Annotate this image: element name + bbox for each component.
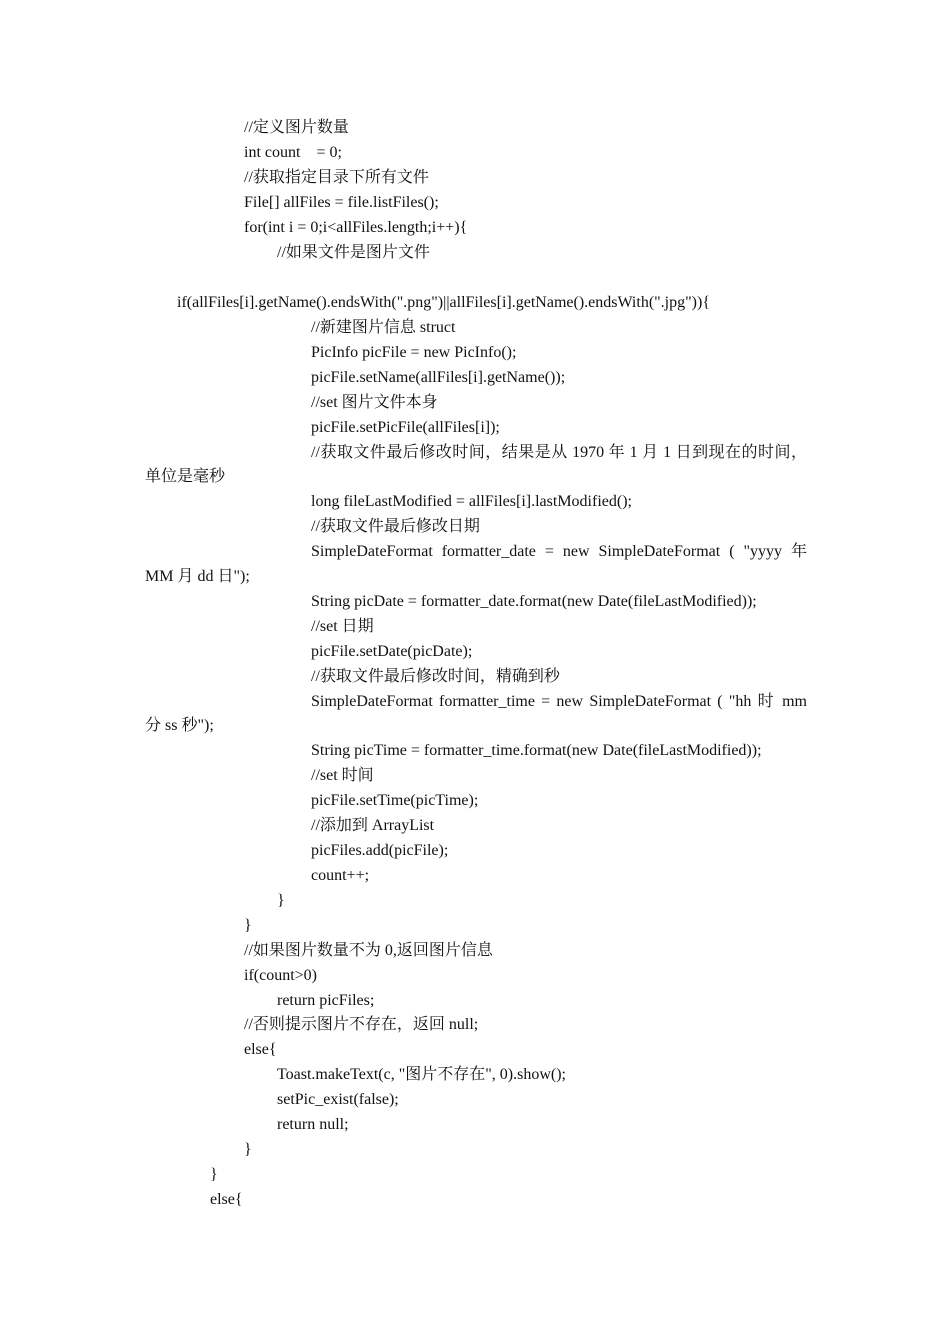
code-comment: //如果文件是图片文件 bbox=[277, 244, 430, 261]
code-line-continuation: MM 月 dd 日"); bbox=[145, 568, 250, 585]
code-line: Toast.makeText(c, "图片不存在", 0).show(); bbox=[277, 1066, 566, 1083]
code-comment: //set 图片文件本身 bbox=[311, 394, 438, 411]
code-comment: //获取指定目录下所有文件 bbox=[244, 169, 429, 186]
code-line-continuation: 分 ss 秒"); bbox=[145, 717, 214, 734]
code-closing-brace: } bbox=[277, 892, 285, 909]
code-line: picFile.setTime(picTime); bbox=[311, 792, 479, 809]
code-line: File[] allFiles = file.listFiles(); bbox=[244, 194, 439, 211]
code-line: String picTime = formatter_time.format(new Date(fileLastModified)); bbox=[311, 742, 762, 759]
code-line: count++; bbox=[311, 867, 370, 884]
code-line: setPic_exist(false); bbox=[277, 1091, 399, 1108]
code-comment: //获取文件最后修改时间，精确到秒 bbox=[311, 668, 560, 685]
code-comment: //set 日期 bbox=[311, 618, 374, 635]
code-line: else{ bbox=[244, 1041, 277, 1058]
code-line: PicInfo picFile = new PicInfo(); bbox=[311, 344, 517, 361]
code-line: picFile.setPicFile(allFiles[i]); bbox=[311, 419, 500, 436]
code-line: long fileLastModified = allFiles[i].lastModified(); bbox=[311, 493, 632, 510]
code-line: picFiles.add(picFile); bbox=[311, 842, 449, 859]
code-comment: //否则提示图片不存在，返回 null; bbox=[244, 1016, 479, 1033]
code-line: SimpleDateFormat formatter_date = new SimpleDateFormat ( "yyyy 年 bbox=[311, 543, 807, 560]
code-closing-brace: } bbox=[244, 917, 252, 934]
code-line: return picFiles; bbox=[277, 992, 375, 1009]
code-comment: //set 时间 bbox=[311, 767, 374, 784]
code-comment: //获取文件最后修改时间，结果是从 1970 年 1 月 1 日到现在的时间， bbox=[311, 444, 807, 461]
code-line: picFile.setName(allFiles[i].getName()); bbox=[311, 369, 566, 386]
code-comment: //定义图片数量 bbox=[244, 119, 349, 136]
code-line: picFile.setDate(picDate); bbox=[311, 643, 473, 660]
code-comment: //获取文件最后修改日期 bbox=[311, 518, 480, 535]
code-line: SimpleDateFormat formatter_time = new SimpleDateFormat ( "hh 时 mm bbox=[311, 693, 807, 710]
code-line: if(allFiles[i].getName().endsWith(".png")||allFiles[i].getName().endsWith(".jpg")){ bbox=[177, 294, 710, 311]
code-line: for(int i = 0;i<allFiles.length;i++){ bbox=[244, 219, 468, 236]
code-comment: //新建图片信息 struct bbox=[311, 319, 456, 336]
code-closing-brace: } bbox=[210, 1166, 218, 1183]
code-closing-brace: } bbox=[244, 1141, 252, 1158]
code-line: return null; bbox=[277, 1116, 349, 1133]
code-line: int count = 0; bbox=[244, 144, 342, 161]
code-comment-continuation: 单位是毫秒 bbox=[145, 468, 226, 485]
code-line: if(count>0) bbox=[244, 967, 317, 984]
code-comment: //添加到 ArrayList bbox=[311, 817, 435, 834]
code-line: else{ bbox=[210, 1191, 243, 1208]
code-comment: //如果图片数量不为 0,返回图片信息 bbox=[244, 942, 493, 959]
code-line: String picDate = formatter_date.format(new Date(fileLastModified)); bbox=[311, 593, 757, 610]
